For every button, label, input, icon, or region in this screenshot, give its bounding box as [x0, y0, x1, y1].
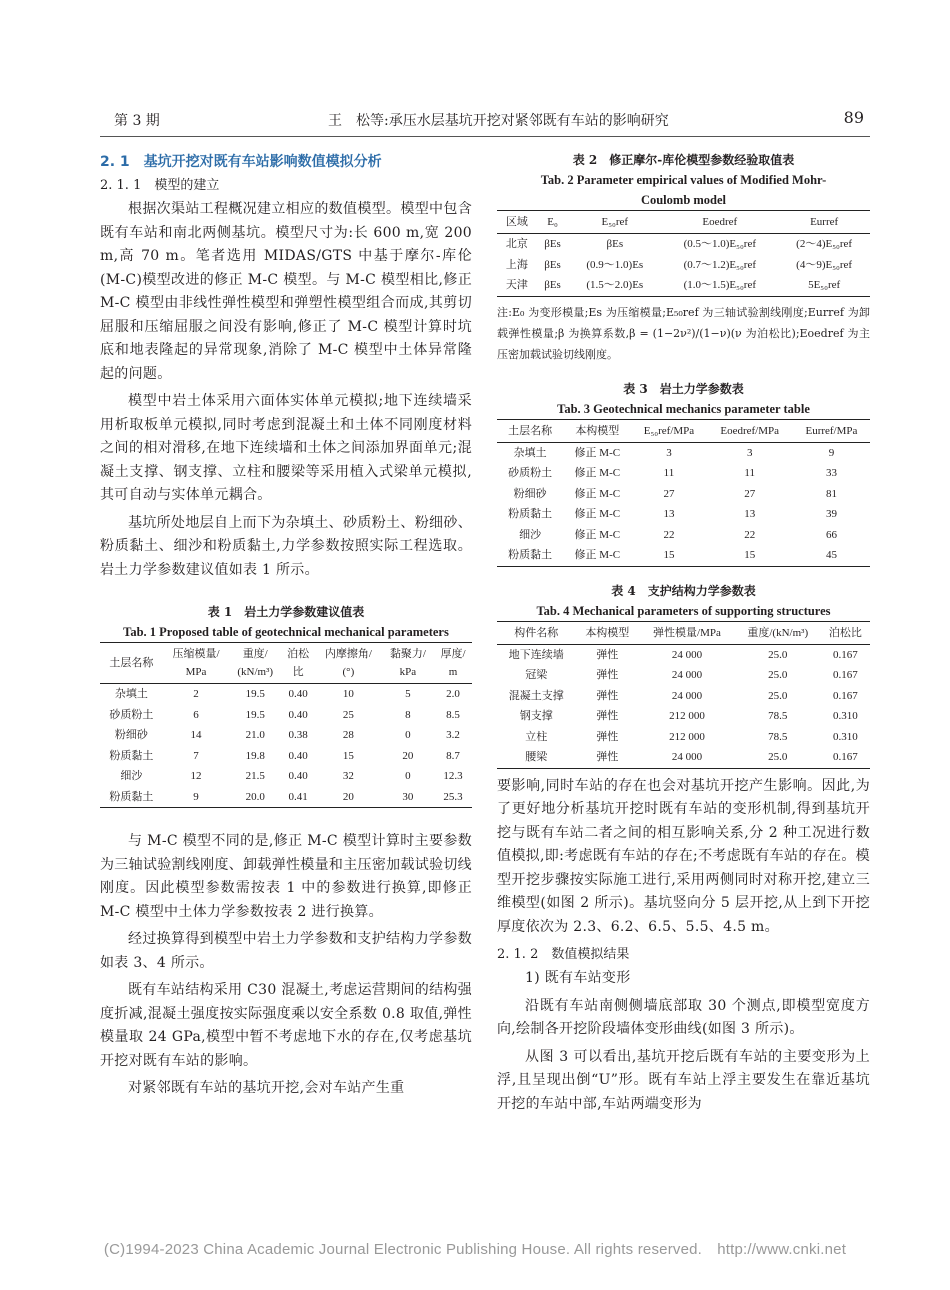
- table4-caption-cn: 表 4 支护结构力学参数表: [611, 583, 756, 598]
- table1-header: 黏聚力/ kPa: [382, 643, 434, 684]
- table4-header: 本构模型: [575, 621, 639, 644]
- table-row: 冠梁 弹性 24 000 25.0 0.167: [525, 669, 858, 681]
- table2-header: E₀: [537, 211, 569, 234]
- table-row: 粉质黏土 9 20.0 0.41 20 30 25.3: [109, 790, 463, 803]
- copyright-footer: (C)1994-2023 China Academic Journal Electronic Publishing House. All rights reserved. http://www.cnki.net: [103, 1241, 847, 1258]
- body-paragraph: 要影响,同时车站的存在也会对基坑开挖产生影响。因此,为了更好地分析基坑开挖时既有车站的变形机制,得到基坑开挖与既有车站二者之间的相互影响关系,分 2 种工况进行数值模拟,即:考虑既有车站的存在;不考虑既有车站的存在。模型开挖步骤按实际施工进行,采用两侧同时对称开挖,建立三维模型(如图 2 所示)。基坑竖向分 5 层开挖,从上到下开挖厚度依次为 2.3、6.2、6.5、5.5、4.5 m。: [497, 777, 870, 935]
- table4: [497, 621, 870, 769]
- body-paragraph: 基坑所处地层自上而下为杂填土、砂质粉土、粉细砂、粉质黏土、细沙和粉质黏土,力学参数按照实际工程选取。岩土力学参数建议值如表 1 所示。: [100, 514, 472, 578]
- table4-caption-en: Tab. 4 Mechanical parameters of supporting structures: [536, 603, 831, 618]
- body-paragraph: 对紧邻既有车站的基坑开挖,会对车站产生重: [128, 1080, 405, 1096]
- table1-header: 土层名称: [100, 643, 163, 684]
- subsection-heading: 2. 1. 2 数值模拟结果: [497, 947, 630, 962]
- section-heading: 2. 1 基坑开挖对既有车站影响数值模拟分析: [100, 154, 382, 170]
- body-paragraph: 根据次渠站工程概况建立相应的数值模型。模型中包含既有车站和南北两侧基坑。模型尺寸为:长 600 m,宽 200 m,高 70 m。笔者选用 MIDAS/GTS 中基于摩尔-库伦(M-C)模型改进的修正 M-C 模型。与 M-C 模型相比,修正 M-C 模型由非线性弹性模型和弹塑性模型组合而成,其剪切屈服和压缩屈服之间没有影响,修正了 M-C 模型计算时坑底和地表隆起的异常现象,消除了 M-C 模型中土体异常隆起的问题。: [100, 201, 472, 382]
- table4-header: 弹性模量/MPa: [639, 621, 735, 644]
- table-row: 北京 βEs βEs (0.5～1.0)E₅₀ref (2～4)E₅₀ref: [505, 238, 853, 250]
- body-paragraph: 经过换算得到模型中岩土力学参数和支护结构力学参数如表 3、4 所示。: [100, 931, 472, 971]
- table-row: 粉质黏土 7 19.8 0.40 15 20 8.7: [109, 749, 460, 762]
- table4-header-row: [497, 621, 870, 644]
- table2-header-row: [497, 211, 870, 234]
- table-row: 杂填土 修正 M-C 3 3 9: [513, 446, 835, 459]
- table2-header: Eoedref: [661, 211, 778, 234]
- table4-header: 泊松比: [821, 621, 870, 644]
- table4-header: 构件名称: [497, 621, 575, 644]
- table-row: 地下连续墙 弹性 24 000 25.0 0.167: [508, 648, 858, 661]
- table-row: 天津 βEs (1.5～2.0)Es (1.0～1.5)E₅₀ref 5E₅₀ref: [505, 279, 841, 291]
- right-column: [497, 150, 870, 1120]
- table-row: 粉质黏土 修正 M-C 13 13 39: [508, 508, 837, 520]
- table3-header: E₅₀ref/MPa: [631, 419, 706, 442]
- table-row: 上海 βEs (0.9～1.0)Es (0.7～1.2)E₅₀ref (4～9)E₅₀ref: [505, 258, 853, 271]
- page-number: 89: [843, 108, 864, 127]
- table-row: 立柱 弹性 212 000 78.5 0.310: [525, 730, 858, 743]
- table2-caption-en-line2: Coulomb model: [640, 193, 727, 207]
- body-paragraph: 与 M-C 模型不同的是,修正 M-C 模型计算时主要参数为三轴试验割线刚度、卸载弹性模量和主压密加载试验切线刚度。因此模型参数需按表 1 中的参数进行换算,即修正 M-C 模型中土体力学参数按表 2 进行换算。: [100, 833, 472, 920]
- table3-header: Eurref/MPa: [793, 419, 870, 442]
- item-heading: 1) 既有车站变形: [525, 970, 631, 986]
- table2-caption-en: Tab. 2 Parameter empirical values of Modified Mohr-: [540, 173, 827, 187]
- body-paragraph: 从图 3 可以看出,基坑开挖后既有车站的主要变形为上浮,且呈现出倒“U”形。既有车站上浮主要发生在靠近基坑开挖的车站中部,车站两端变形为: [497, 1048, 870, 1112]
- table3: [497, 419, 870, 567]
- table-row: 粉细砂 14 21.0 0.38 28 0 3.2: [114, 729, 460, 741]
- table-row: 混凝土支撑 弹性 24 000 25.0 0.167: [508, 689, 858, 702]
- table-row: 细沙 12 21.5 0.40 32 0 12.3: [120, 770, 463, 782]
- table1: [100, 642, 472, 808]
- table3-header: Eoedref/MPa: [707, 419, 793, 442]
- table-row: 砂质粉土 修正 M-C 11 11 33: [508, 467, 837, 479]
- table2-header: 区域: [497, 211, 537, 234]
- table1-caption-cn: 表 1 岩土力学参数建议值表: [207, 605, 365, 619]
- left-column: [100, 150, 472, 1105]
- table-row: 杂填土 2 19.5 0.40 10 5 2.0: [114, 688, 460, 700]
- running-title: 王 松等:承压水层基坑开挖对紧邻既有车站的影响研究: [328, 113, 669, 129]
- issue-label: 第 3 期: [114, 113, 160, 129]
- table2-header: Eurref: [778, 211, 870, 234]
- body-paragraph: 既有车站结构采用 C30 混凝土,考虑运营期间的结构强度折减,混凝土强度按实际强度乘以安全系数 0.8 取值,弹性模量取 24 GPa,模型中暂不考虑地下水的存在,仅考虑基坑开挖对既有车站的影响。: [100, 982, 472, 1069]
- table1-header: 重度/ (kN/m³): [229, 643, 281, 684]
- body-paragraph: 沿既有车站南侧侧墙底部取 30 个测点,即模型宽度方向,绘制各开挖阶段墙体变形曲线(如图 3 所示)。: [497, 997, 870, 1037]
- table2: [497, 210, 870, 297]
- table1-header: 内摩擦角/ (°): [315, 643, 382, 684]
- table1-header: 泊松 比: [281, 643, 315, 684]
- table3-header-row: [497, 419, 870, 442]
- running-header: [100, 108, 870, 137]
- table3-header: 本构模型: [563, 419, 631, 442]
- table-row: 细沙 修正 M-C 22 22 66: [519, 528, 837, 541]
- table-row: 粉质黏土 修正 M-C 15 15 45: [508, 549, 837, 561]
- table2-note: 注:E₀ 为变形模量;Es 为压缩模量;E₅₀ref 为三轴试验割线刚度;Eurref 为卸载弹性模量;β 为换算系数,β = (1−2ν²)/(1−ν)(ν 为泊松比);Eoedref 为主压密加载试验切线刚度。: [497, 305, 870, 361]
- table2-header: E₅₀ref: [568, 211, 661, 234]
- table1-header-row: [100, 643, 472, 684]
- table3-caption-en: Tab. 3 Geotechnical mechanics parameter table: [557, 401, 810, 416]
- table1-caption-en: Tab. 1 Proposed table of geotechnical mechanical parameters: [123, 625, 449, 639]
- subsection-heading: 2. 1. 1 模型的建立: [100, 178, 220, 193]
- table3-header: 土层名称: [497, 419, 563, 442]
- table4-header: 重度/(kN/m³): [735, 621, 821, 644]
- table-row: 钢支撑 弹性 212 000 78.5 0.310: [519, 710, 858, 722]
- table3-caption-cn: 表 3 岩土力学参数表: [623, 381, 744, 396]
- table-row: 腰梁 弹性 24 000 25.0 0.167: [525, 751, 858, 763]
- table1-header: 压缩模量/ MPa: [163, 643, 230, 684]
- table-row: 砂质粉土 6 19.5 0.40 25 8 8.5: [109, 708, 460, 721]
- table1-header: 厚度/ m: [434, 643, 472, 684]
- body-paragraph: 模型中岩土体采用六面体实体单元模拟;地下连续墙采用析取板单元模拟,同时考虑到混凝土和土体不同刚度材料之间的相对滑移,在地下连续墙和土体之间添加界面单元;混凝土支撑、钢支撑、立柱和腰梁等采用植入式梁单元模拟,其可自动与实体单元耦合。: [100, 393, 472, 503]
- table-row: 粉细砂 修正 M-C 27 27 81: [513, 487, 837, 500]
- table2-caption-cn: 表 2 修正摩尔-库伦模型参数经验取值表: [572, 153, 795, 167]
